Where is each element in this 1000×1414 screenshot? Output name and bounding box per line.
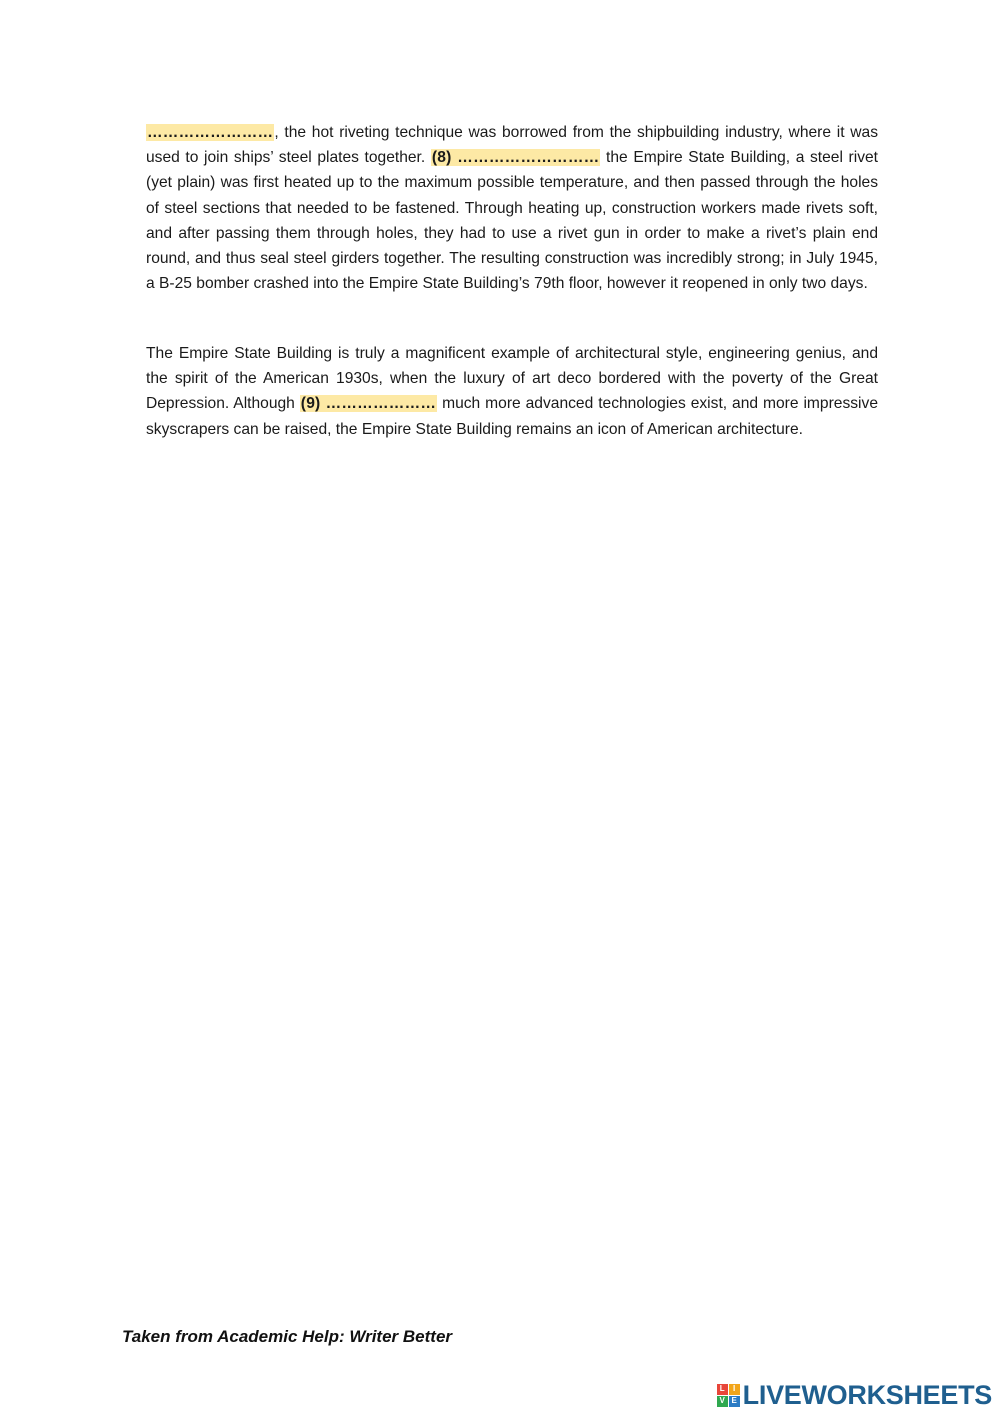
logo-letter-l: L	[717, 1384, 728, 1395]
blank-9-input[interactable]: (9) …………………	[300, 395, 437, 413]
paragraph-conclusion-text-a: The Empire State Building is truly a magnificent example of architectural style, engineering genius, and the spirit of the American 1930s, when the luxury of art deco bordered with the poverty of the Great Depression. Although	[146, 345, 878, 413]
blank-7-input[interactable]: ……………………	[147, 124, 274, 141]
source-credit: Taken from Academic Help: Writer Better	[122, 1327, 453, 1346]
liveworksheets-wordmark: LIVEWORKSHEETS	[742, 1379, 992, 1410]
liveworksheets-logo-icon	[717, 1384, 740, 1407]
logo-letter-e: E	[729, 1396, 740, 1407]
paragraph-conclusion-text-b: much more advanced technologies exist, and more impressive skyscrapers can be raised, the Empire State Building remains an icon of American architecture.	[146, 395, 878, 438]
paragraph-riveting	[146, 120, 878, 296]
blank-8-input[interactable]: (8) ………………………	[431, 149, 600, 167]
logo-letter-i: I	[729, 1384, 740, 1395]
paragraph-riveting-text-a: , the hot riveting technique was borrowed from the shipbuilding industry, where it was used to join ships’ steel plates together.	[146, 124, 878, 167]
paragraph-riveting-text-b: the Empire State Building, a steel rivet (yet plain) was first heated up to the maximum possible temperature, and then passed through the holes of steel sections that needed to be fastened. Through heating up, construction workers made rivets soft, and after passing them through holes, they had to use a rivet gun in order to make a rivet’s plain end round, and thus seal steel girders together. The resulting construction was incredibly strong; in July 1945, a B-25 bomber crashed into the Empire State Building’s 79th floor, however it reopened in only two days.	[146, 149, 878, 293]
paragraph-conclusion	[146, 341, 878, 442]
logo-letter-v: V	[717, 1396, 728, 1407]
liveworksheets-brand[interactable]	[717, 1378, 992, 1412]
